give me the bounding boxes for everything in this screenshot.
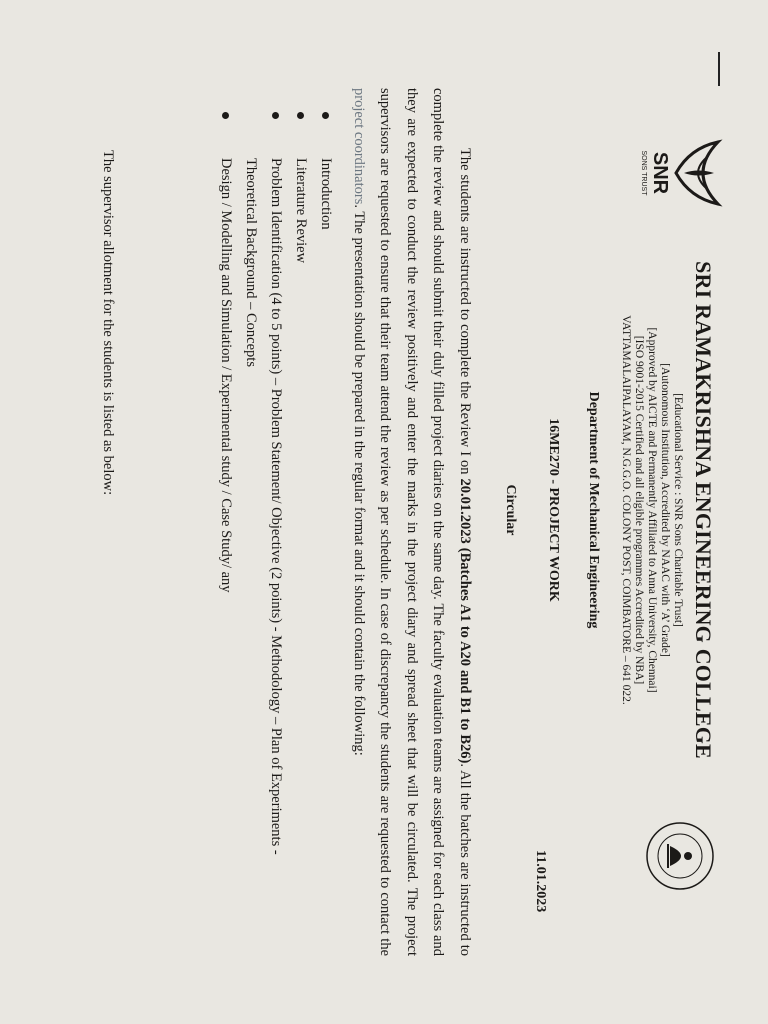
supervisor-allotment-line: The supervisor allotment for the students is listed as below: (100, 150, 116, 496)
logo-text: SNR (649, 151, 671, 195)
snr-logo (636, 128, 728, 218)
body-paragraph: The students are instructed to complete the Review I on 20.01.2023 (Batches A1 to A20 and B1 to B26). All the batches are instructed to complete the review and should submit their duly filled project diaries on the same day. The faculty evaluation teams are assigned for each class and they are expected to conduct the review positively and enter the marks in the project diary and spread sheet that will be circulated. The project supervisors are requested to ensure that their team attend the review as per schedule. In case of discrepancy the students are requested to contact the project coordinators. The presentation should be prepared in the regular format and it should contain the following: (351, 88, 473, 956)
header-line: [ISO 9001-2015 Certified and all eligible programmes Accredited by NBA] (633, 335, 645, 685)
bullet-icon (222, 112, 229, 119)
header-line: [Educational Service : SNR Sons Charitable Trust] (672, 393, 684, 627)
list-item: Introduction (313, 96, 338, 956)
faint-text: project coordinators (351, 88, 367, 205)
header-line: VATTAMALAIPALAYAM, N.G.G.O. COLONY POST, COIMBATORE – 641 022. (620, 315, 632, 705)
bullet-icon (272, 112, 279, 119)
header-line: [Autonomous Institution, Accredited by NAAC with ‘A’ Grade] (659, 363, 671, 657)
college-name: SRI RAMAKRISHNA ENGINEERING COLLEGE (691, 261, 716, 759)
college-seal (644, 820, 716, 892)
list-item: Problem Identification (4 to 5 points) – Problem Statement/ Objective (2 points) - Methodology – Plan of Experiments - (263, 96, 288, 956)
document-type: Circular (503, 484, 518, 536)
bullet-icon (297, 112, 304, 119)
logo-subtext: SONS TRUST (640, 150, 647, 196)
circular-body (346, 88, 479, 956)
list-item: Design / Modelling and Simulation / Experimental study / Case Study/ any (213, 96, 238, 956)
list-item-continuation: Theoretical Background – Concepts (243, 158, 259, 367)
department-title: Department of Mechanical Engineering (586, 391, 601, 629)
pen-mark (718, 52, 720, 86)
review-date-batches: 20.01.2023 (Batches A1 to A20 and B1 to B26) (457, 478, 473, 764)
course-title: 16ME270 - PROJECT WORK (546, 418, 561, 602)
presentation-contents-list (213, 96, 338, 956)
header-line: [Approved by AICTE and Permanently Affiliated to Anna University, Chennai] (646, 327, 658, 693)
circular-date: 11.01.2023 (533, 850, 548, 913)
bullet-icon (322, 112, 329, 119)
list-item: Literature Review (288, 96, 313, 956)
